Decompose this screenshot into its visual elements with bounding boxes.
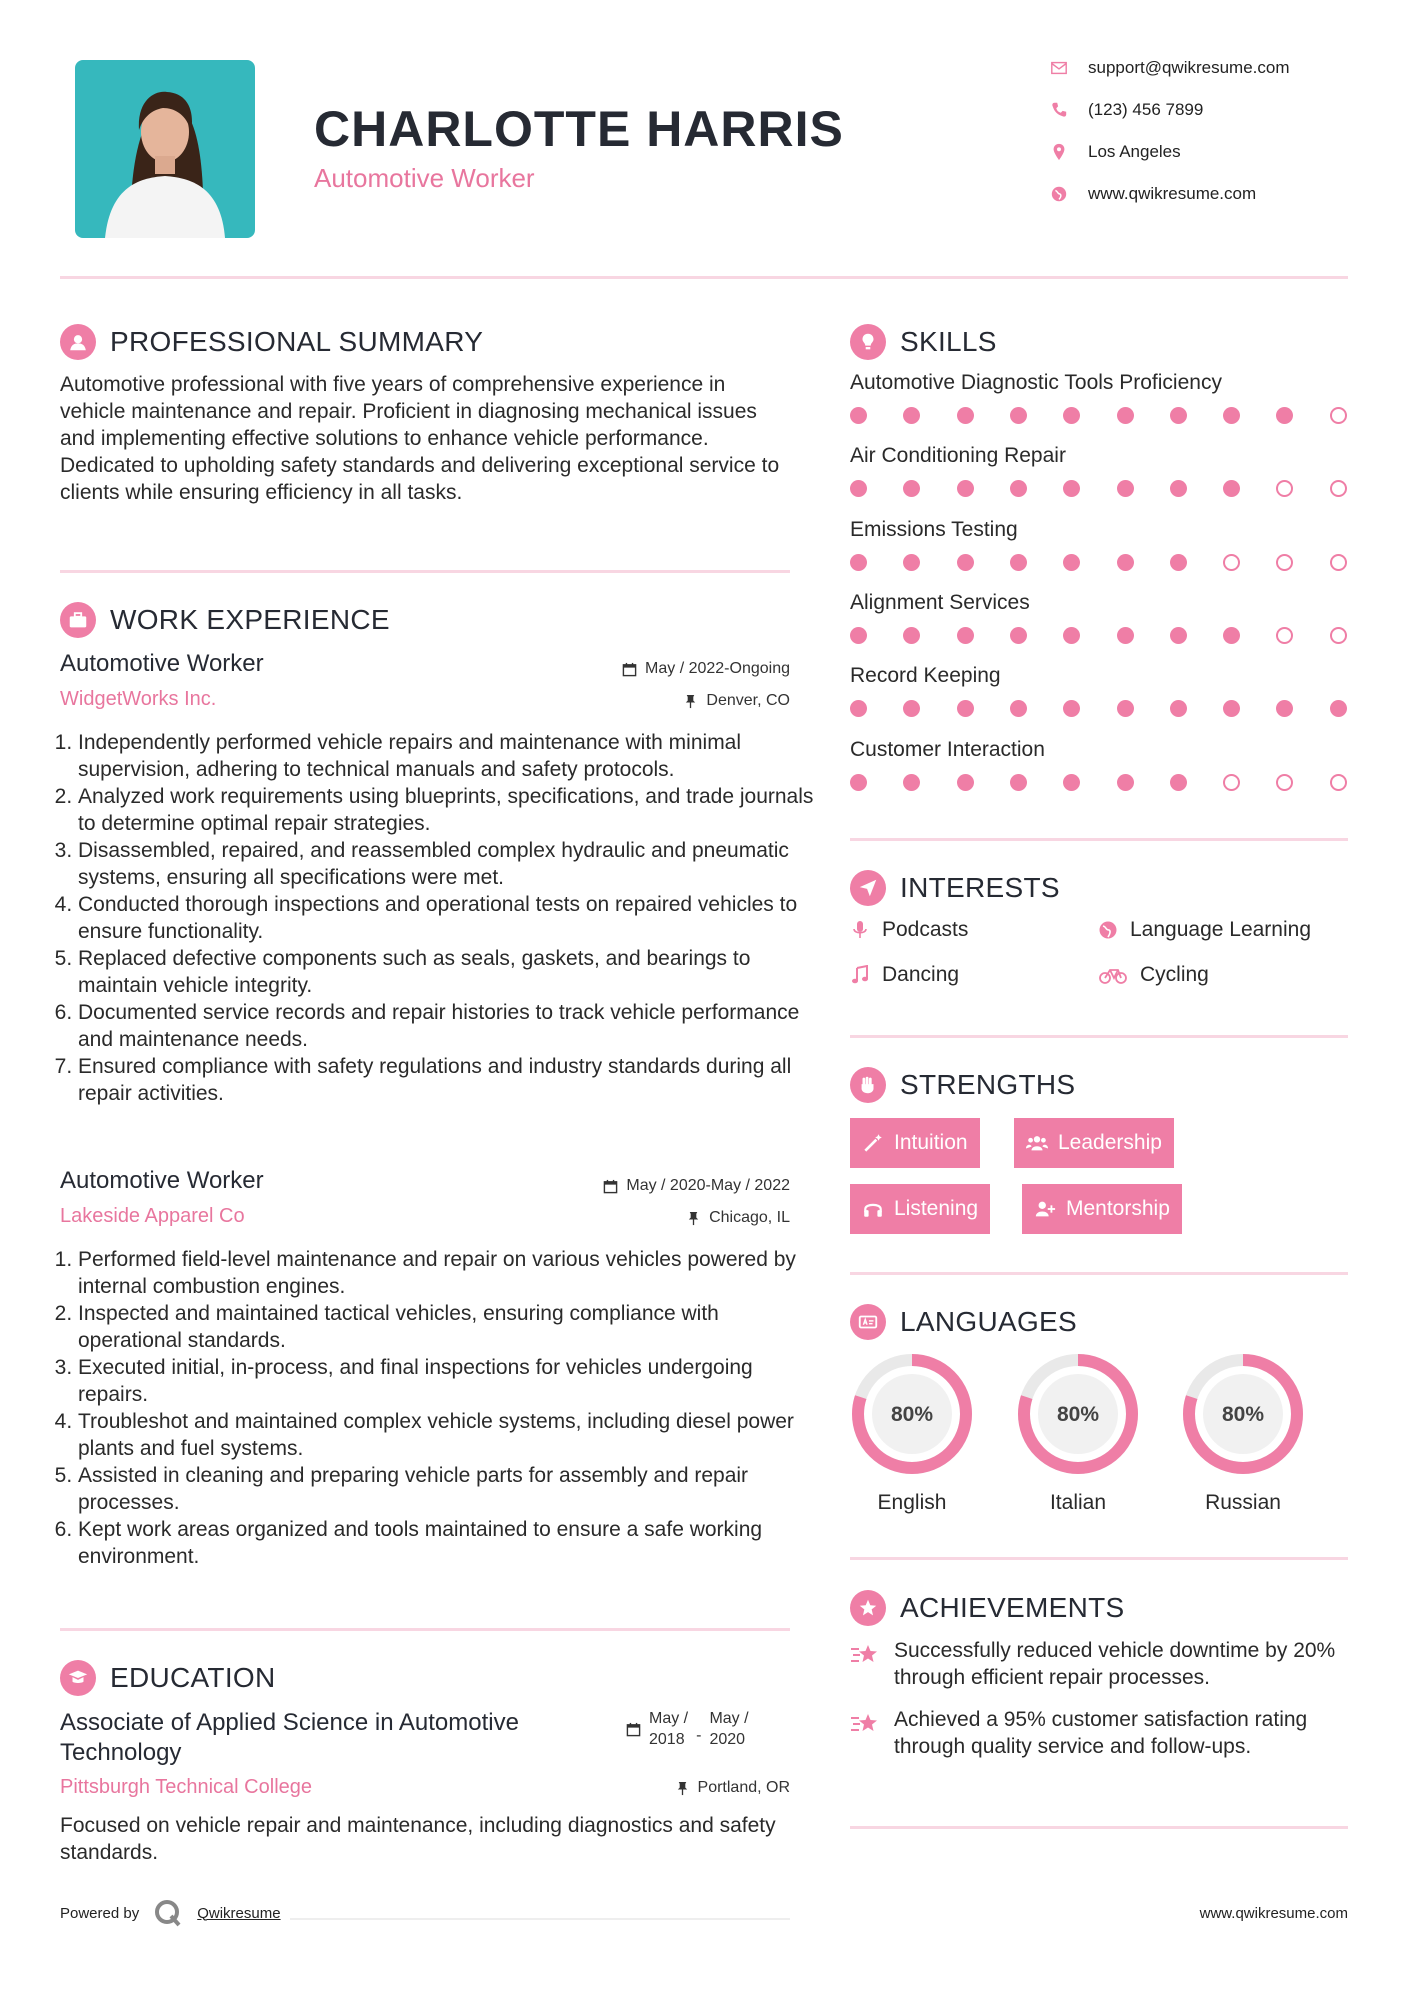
- strength-label: Intuition: [894, 1131, 968, 1154]
- rating-dot-filled: [957, 554, 974, 571]
- job-2-location-text: Chicago, IL: [709, 1209, 790, 1226]
- edu-end-year: 2020: [709, 1731, 746, 1748]
- phone-icon: [1050, 101, 1068, 119]
- skill-rating: [850, 554, 1018, 574]
- rating-dot-filled: [957, 700, 974, 717]
- rating-dot-empty: [1330, 554, 1347, 571]
- rating-dot-filled: [903, 774, 920, 791]
- job-1-location: [683, 692, 790, 710]
- rating-dot-filled: [1010, 407, 1027, 424]
- rating-dot-filled: [1063, 407, 1080, 424]
- interest-cycling: [1098, 963, 1209, 987]
- rating-dot-filled: [1170, 700, 1187, 717]
- interests-heading: [850, 870, 1060, 906]
- rating-dot-filled: [1276, 700, 1293, 717]
- rating-dot-filled: [1170, 480, 1187, 497]
- skills-divider: [850, 838, 1348, 841]
- rating-dot-filled: [903, 554, 920, 571]
- rating-dot-empty: [1330, 627, 1347, 644]
- interest-label: Cycling: [1140, 963, 1209, 986]
- job-1-duties: [60, 729, 816, 1107]
- rating-dot-filled: [1170, 627, 1187, 644]
- map-pin-icon: [1050, 143, 1068, 161]
- candidate-title: Automotive Worker: [314, 163, 535, 193]
- rating-dot-filled: [1063, 554, 1080, 571]
- skill-name: Automotive Diagnostic Tools Proficiency: [850, 371, 1222, 394]
- education-description: Focused on vehicle repair and maintenance, including diagnostics and safety standards.: [60, 1814, 776, 1864]
- rating-dot-filled: [850, 774, 867, 791]
- rating-dot-filled: [1117, 554, 1134, 571]
- summary-heading: [60, 324, 483, 360]
- rating-dot-empty: [1223, 554, 1240, 571]
- rating-dot-filled: [1223, 700, 1240, 717]
- job-2-company: Lakeside Apparel Co: [60, 1205, 245, 1227]
- pushpin-icon: [683, 694, 698, 709]
- rating-dot-filled: [850, 627, 867, 644]
- edu-date-separator: -: [696, 1727, 702, 1744]
- experience-heading: [60, 602, 390, 638]
- skill-row: [850, 444, 1066, 500]
- qwikresume-logo-icon: [153, 1898, 183, 1928]
- education-location-text: Portland, OR: [697, 1779, 790, 1796]
- rating-dot-filled: [1010, 700, 1027, 717]
- microphone-icon: [850, 920, 870, 940]
- rating-dot-filled: [1010, 554, 1027, 571]
- skill-row: [850, 738, 1045, 794]
- summary-text: Automotive professional with five years of comprehensive experience in vehicle maintenance and repair. Proficient in diagnosing mechanical issues and implementing effective solutions to enhance vehicle performance. Dedicated to upholding safety standards and delivering exceptional service to clients while ensuring efficiency in all tasks.: [60, 373, 780, 504]
- skill-rating: [850, 480, 1066, 500]
- pushpin-icon: [686, 1211, 701, 1226]
- strength-chip-intuition: [850, 1118, 980, 1168]
- interests-divider: [850, 1035, 1348, 1038]
- language-item: [1016, 1352, 1140, 1515]
- skill-name: Emissions Testing: [850, 517, 1018, 541]
- user-icon: [60, 324, 96, 360]
- rating-dot-filled: [1117, 480, 1134, 497]
- contact-website-text: www.qwikresume.com: [1088, 184, 1257, 203]
- interest-label: Language Learning: [1130, 918, 1312, 941]
- rating-dot-filled: [850, 407, 867, 424]
- rating-dot-filled: [1063, 627, 1080, 644]
- strength-label: Mentorship: [1066, 1197, 1170, 1220]
- contact-website[interactable]: [1050, 184, 1256, 204]
- magic-wand-icon: [862, 1132, 884, 1154]
- language-percent: 80%: [1056, 1403, 1100, 1426]
- job-2-duties: [60, 1246, 816, 1570]
- education-dates: [626, 1708, 749, 1750]
- rating-dot-filled: [903, 700, 920, 717]
- rating-dot-filled: [1330, 700, 1347, 717]
- list-item: 1. Independently performed vehicle repairs and maintenance with minimal supervision, adhering to technical manuals and safety protocols.: [78, 729, 816, 783]
- education-location: [675, 1779, 790, 1797]
- job-2-title: Automotive Worker: [60, 1167, 264, 1194]
- graduate-icon: [60, 1660, 96, 1696]
- rating-dot-empty: [1276, 627, 1293, 644]
- rating-dot-filled: [1010, 480, 1027, 497]
- users-icon: [1026, 1132, 1048, 1154]
- rating-dot-filled: [957, 480, 974, 497]
- experience-heading-text: WORK EXPERIENCE: [110, 604, 390, 635]
- achievement-text: Successfully reduced vehicle downtime by 20% through efficient repair processes.: [894, 1639, 1336, 1689]
- globe-icon: [1098, 920, 1118, 940]
- skill-row: [850, 664, 1001, 720]
- rating-dot-filled: [957, 407, 974, 424]
- rating-dot-empty: [1330, 480, 1347, 497]
- experience-divider: [60, 1628, 790, 1631]
- rating-dot-empty: [1276, 774, 1293, 791]
- rating-dot-filled: [957, 774, 974, 791]
- skill-name: Customer Interaction: [850, 737, 1045, 761]
- interest-language-learning: [1098, 918, 1311, 942]
- language-name: Russian: [1205, 1491, 1281, 1514]
- contact-phone[interactable]: [1050, 100, 1203, 120]
- calendar-icon: [622, 662, 637, 677]
- skill-rating: [850, 627, 1030, 647]
- rating-dot-filled: [1063, 774, 1080, 791]
- rating-dot-filled: [1223, 627, 1240, 644]
- rating-dot-filled: [1223, 480, 1240, 497]
- contact-email[interactable]: [1050, 58, 1290, 78]
- qwikresume-link[interactable]: Qwikresume: [197, 1904, 281, 1922]
- rating-dot-filled: [1010, 774, 1027, 791]
- profile-photo: [75, 60, 255, 238]
- list-item: 1. Performed field-level maintenance and repair on various vehicles powered by internal combustion engines.: [78, 1246, 816, 1300]
- list-item: 3. Disassembled, repaired, and reassembled complex hydraulic and pneumatic systems, ensuring all specifications were met.: [78, 837, 816, 891]
- rating-dot-filled: [1117, 700, 1134, 717]
- calendar-icon: [626, 1722, 641, 1737]
- rating-dot-empty: [1223, 774, 1240, 791]
- job-2-location: [686, 1209, 790, 1227]
- skill-name: Alignment Services: [850, 590, 1030, 614]
- rating-dot-filled: [1117, 407, 1134, 424]
- interest-dancing: [850, 963, 959, 987]
- rating-dot-empty: [1330, 774, 1347, 791]
- achievement-2: [850, 1706, 1348, 1760]
- header-divider: [60, 276, 1348, 279]
- rating-dot-filled: [957, 627, 974, 644]
- interests-heading-text: INTERESTS: [900, 872, 1060, 903]
- interest-label: Dancing: [882, 963, 960, 986]
- language-name: English: [877, 1491, 947, 1514]
- skills-heading: [850, 324, 997, 360]
- rating-dot-filled: [903, 407, 920, 424]
- achievement-1: [850, 1637, 1348, 1691]
- rating-dot-filled: [1063, 700, 1080, 717]
- language-ring: [1016, 1352, 1140, 1476]
- briefcase-icon: [60, 602, 96, 638]
- strength-chip-mentorship: [1022, 1184, 1182, 1234]
- bicycle-icon: [1098, 965, 1128, 985]
- language-ring: [1181, 1352, 1305, 1476]
- achievements-heading-text: ACHIEVEMENTS: [900, 1592, 1125, 1623]
- skill-row: [850, 371, 1222, 427]
- list-item: 6. Kept work areas organized and tools maintained to ensure a safe working environment.: [78, 1516, 816, 1570]
- shooting-star-icon: [850, 1708, 880, 1738]
- job-1-company: WidgetWorks Inc.: [60, 688, 217, 710]
- edu-start-month: May /: [649, 1710, 689, 1727]
- contact-email-text: support@qwikresume.com: [1088, 58, 1290, 77]
- summary-heading-text: PROFESSIONAL SUMMARY: [110, 326, 484, 357]
- shooting-star-icon: [850, 1639, 880, 1669]
- job-1-dates: [622, 660, 790, 678]
- list-item: 5. Replaced defective components such as seals, gaskets, and bearings to maintain vehicle integrity.: [78, 945, 816, 999]
- rating-dot-empty: [1330, 407, 1347, 424]
- calendar-icon: [603, 1179, 618, 1194]
- education-heading-text: EDUCATION: [110, 1662, 276, 1693]
- language-name: Italian: [1049, 1491, 1107, 1514]
- contact-location-text: Los Angeles: [1088, 142, 1181, 161]
- fist-icon: [850, 1067, 886, 1103]
- skill-row: [850, 518, 1018, 574]
- star-badge-icon: [850, 1590, 886, 1626]
- rating-dot-filled: [1010, 627, 1027, 644]
- skill-rating: [850, 407, 1222, 427]
- rating-dot-empty: [1276, 480, 1293, 497]
- rating-dot-filled: [903, 480, 920, 497]
- contact-location: [1050, 142, 1181, 162]
- footer-divider: [290, 1918, 790, 1920]
- language-item: [1181, 1352, 1305, 1515]
- job-2-dates: [603, 1177, 790, 1195]
- list-item: 2. Analyzed work requirements using blueprints, specifications, and trade journals to determine optimal repair strategies.: [78, 783, 816, 837]
- headphones-icon: [862, 1198, 884, 1220]
- achievement-text: Achieved a 95% customer satisfaction rating through quality service and follow-ups.: [894, 1708, 1308, 1758]
- rating-dot-filled: [850, 700, 867, 717]
- music-note-icon: [850, 965, 870, 985]
- skill-rating: [850, 700, 1001, 720]
- achievements-heading: [850, 1590, 1125, 1626]
- edu-end-month: May /: [709, 1710, 749, 1727]
- job-2-dates-text: May / 2020-May / 2022: [626, 1177, 790, 1194]
- school-name: Pittsburgh Technical College: [60, 1776, 313, 1798]
- list-item: 2. Inspected and maintained tactical vehicles, ensuring compliance with operational standards.: [78, 1300, 816, 1354]
- summary-divider: [60, 570, 790, 573]
- skill-name: Air Conditioning Repair: [850, 444, 1066, 468]
- language-card-icon: [850, 1304, 886, 1340]
- list-item: 4. Conducted thorough inspections and operational tests on repaired vehicles to ensure functionality.: [78, 891, 816, 945]
- list-item: 5. Assisted in cleaning and preparing vehicle parts for assembly and repair processes.: [78, 1462, 816, 1516]
- language-percent: 80%: [1221, 1403, 1265, 1426]
- rating-dot-filled: [1170, 774, 1187, 791]
- rating-dot-filled: [1170, 407, 1187, 424]
- list-item: 6. Documented service records and repair histories to track vehicle performance and maintenance needs.: [78, 999, 816, 1053]
- skill-rating: [850, 774, 1045, 794]
- rating-dot-empty: [1276, 554, 1293, 571]
- list-item: 4. Troubleshot and maintained complex vehicle systems, including diesel power plants and fuel systems.: [78, 1408, 816, 1462]
- list-item: 3. Executed initial, in-process, and final inspections for vehicles undergoing repairs.: [78, 1354, 816, 1408]
- language-item: [850, 1352, 974, 1515]
- language-ring: [850, 1352, 974, 1476]
- rating-dot-filled: [850, 554, 867, 571]
- rating-dot-filled: [850, 480, 867, 497]
- skills-heading-text: SKILLS: [900, 326, 997, 357]
- achievements-divider: [850, 1826, 1348, 1829]
- interest-podcasts: [850, 918, 968, 942]
- strength-chip-leadership: [1014, 1118, 1174, 1168]
- list-item: 7. Ensured compliance with safety regulations and industry standards during all repair activities.: [78, 1053, 816, 1107]
- strengths-heading: [850, 1067, 1075, 1103]
- languages-divider: [850, 1557, 1348, 1560]
- job-1-location-text: Denver, CO: [706, 692, 790, 709]
- language-percent: 80%: [890, 1403, 934, 1426]
- lightbulb-icon: [850, 324, 886, 360]
- interest-label: Podcasts: [882, 918, 969, 941]
- contact-phone-text: (123) 456 7899: [1088, 100, 1204, 119]
- degree-title: Associate of Applied Science in Automotive Technology: [60, 1709, 519, 1766]
- strengths-divider: [850, 1272, 1348, 1275]
- candidate-name: CHARLOTTE HARRIS: [314, 101, 844, 157]
- strength-label: Listening: [894, 1197, 979, 1220]
- pushpin-icon: [675, 1781, 690, 1796]
- strengths-heading-text: STRENGTHS: [900, 1069, 1076, 1100]
- rating-dot-filled: [1276, 407, 1293, 424]
- globe-icon: [1050, 185, 1068, 203]
- rating-dot-filled: [1170, 554, 1187, 571]
- rating-dot-filled: [1117, 774, 1134, 791]
- skill-row: [850, 591, 1030, 647]
- footer-site[interactable]: www.qwikresume.com: [1199, 1905, 1348, 1922]
- footer-powered: [60, 1898, 281, 1928]
- job-1-title: Automotive Worker: [60, 650, 264, 677]
- skill-name: Record Keeping: [850, 664, 1001, 688]
- rating-dot-filled: [1117, 627, 1134, 644]
- rating-dot-filled: [903, 627, 920, 644]
- languages-heading: [850, 1304, 1077, 1340]
- rating-dot-filled: [1063, 480, 1080, 497]
- edu-start-year: 2018: [649, 1731, 685, 1748]
- user-plus-icon: [1034, 1198, 1056, 1220]
- languages-heading-text: LANGUAGES: [900, 1306, 1077, 1337]
- envelope-icon: [1050, 59, 1068, 77]
- paper-plane-icon: [850, 870, 886, 906]
- powered-by-label: Powered by: [60, 1904, 140, 1922]
- strength-chip-listening: [850, 1184, 990, 1234]
- rating-dot-filled: [1223, 407, 1240, 424]
- job-1-dates-text: May / 2022-Ongoing: [645, 660, 790, 677]
- strength-label: Leadership: [1058, 1131, 1162, 1154]
- education-heading: [60, 1660, 276, 1696]
